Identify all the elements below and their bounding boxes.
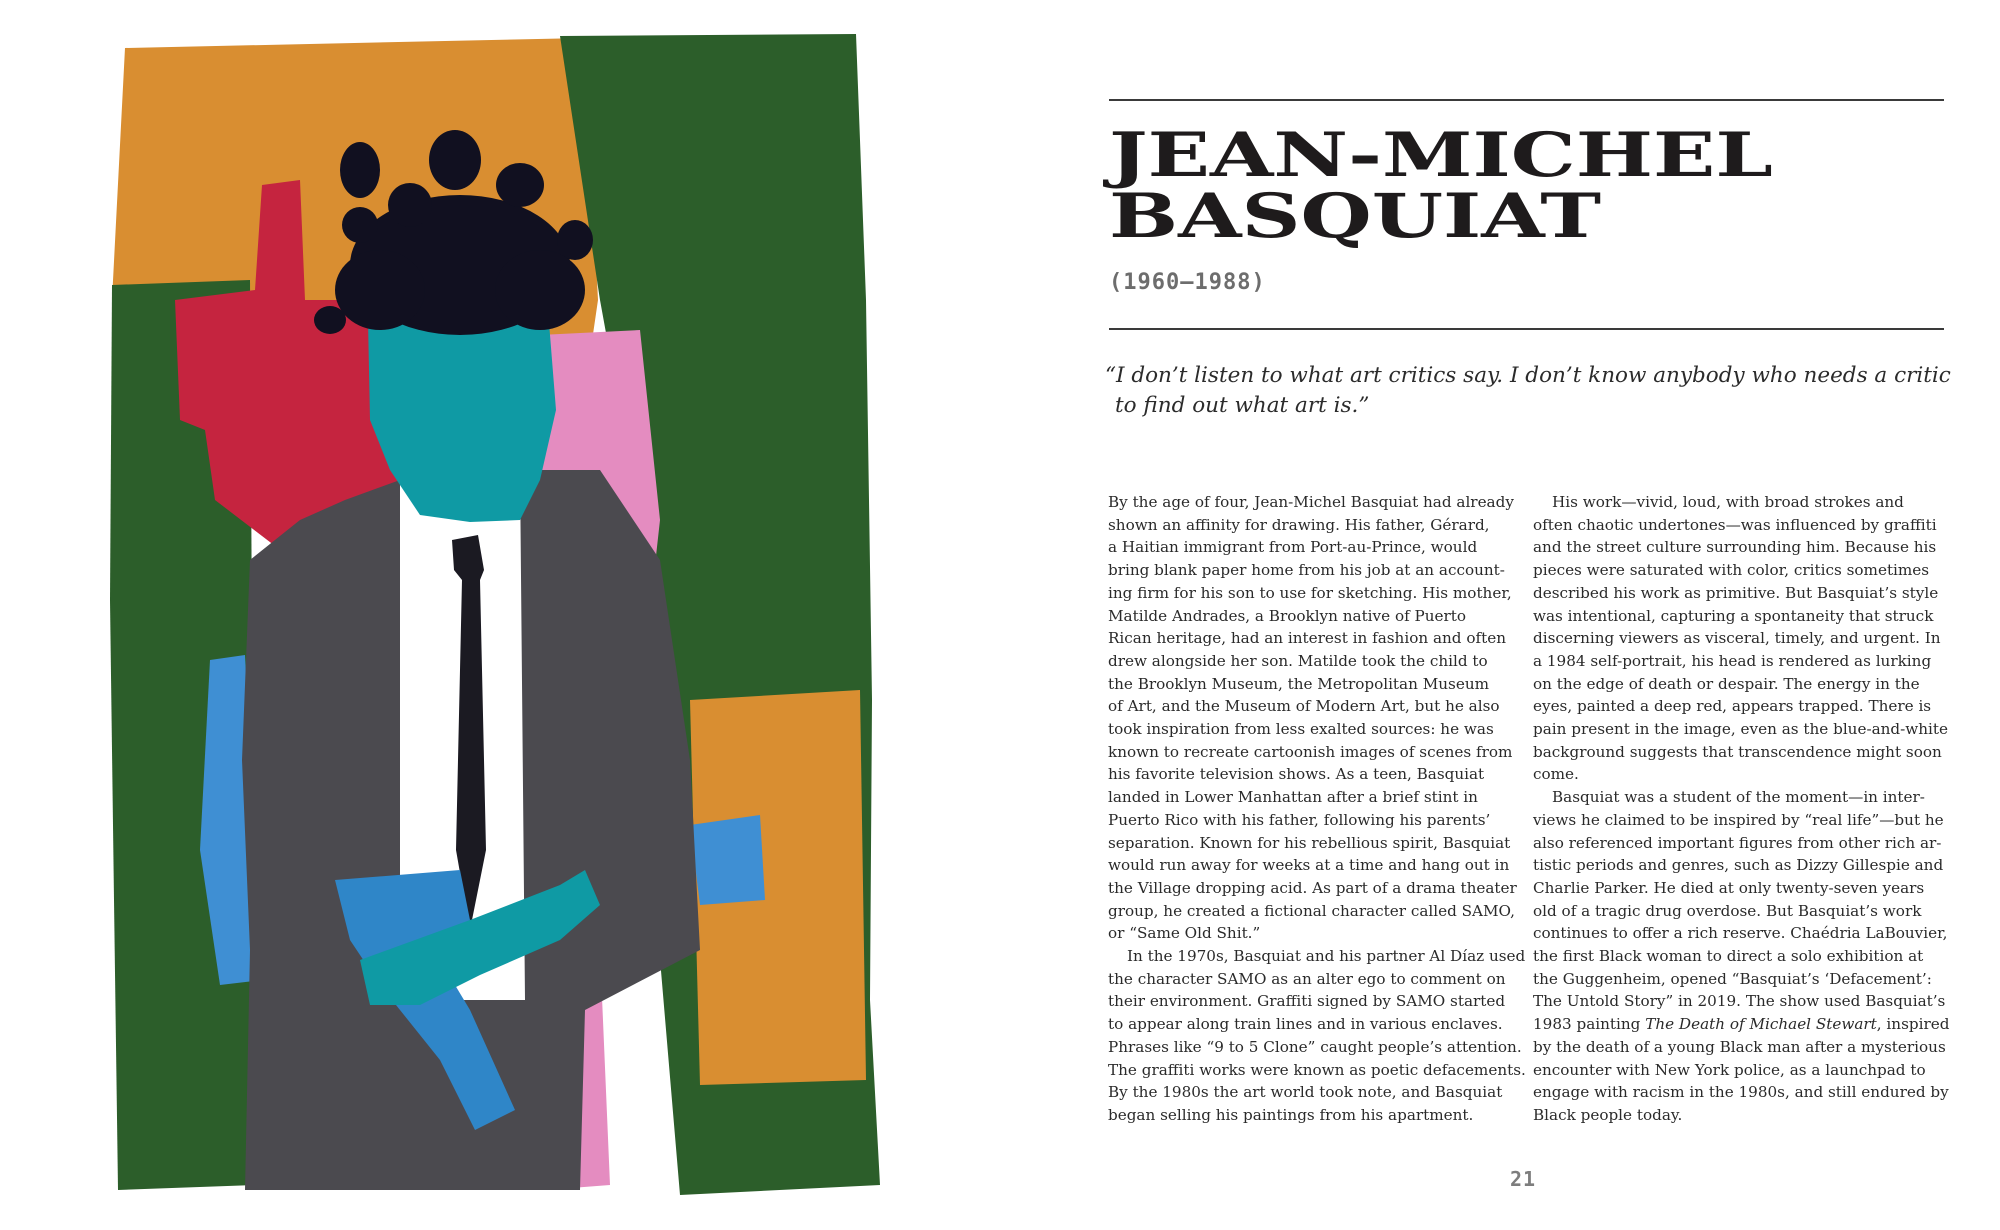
painting-title: The Death of Michael Stewart xyxy=(1645,1015,1877,1034)
text-line: also referenced important figures from other rich ar- xyxy=(1533,833,1942,852)
text-line: By the age of four, Jean-Michel Basquiat had already xyxy=(1108,493,1514,511)
text-line: Puerto Rico with his father, following his parents’ xyxy=(1108,810,1491,829)
text-line: tistic periods and genres, such as Dizzy Gillespie and xyxy=(1533,856,1944,875)
text-line: continues to offer a rich reserve. Chaédria LaBouvier, xyxy=(1533,924,1948,943)
text-line: took inspiration from less exalted sources: he was xyxy=(1108,720,1494,739)
text-line: their environment. Graffiti signed by SAMO started xyxy=(1108,992,1506,1011)
text-line: background suggests that transcendence might soon xyxy=(1533,742,1942,761)
text-line: The graffiti works were known as poetic defacements. xyxy=(1108,1060,1526,1079)
text-line: encounter with New York police, as a launchpad to xyxy=(1533,1060,1926,1079)
body-column-2 xyxy=(1533,491,1953,1127)
text-line: was intentional, capturing a spontaneity that struck xyxy=(1533,606,1934,625)
text-line: eyes, painted a deep red, appears trapped. There is xyxy=(1533,697,1932,716)
text-line: or “Same Old Shit.” xyxy=(1108,924,1261,943)
text-line: Rican heritage, had an interest in fashion and often xyxy=(1108,629,1506,648)
text-line: and the street culture surrounding him. Because his xyxy=(1533,538,1937,557)
text-line: pieces were saturated with color, critics sometimes xyxy=(1533,561,1930,580)
text-line: the Village dropping acid. As part of a drama theater xyxy=(1108,878,1517,897)
text-line: often chaotic undertones—was influenced by graffiti xyxy=(1533,515,1937,534)
text-line: his favorite television shows. As a teen, Basquiat xyxy=(1108,765,1485,784)
text-line: Phrases like “9 to 5 Clone” caught people’s attention. xyxy=(1108,1037,1522,1056)
text-line: Basquiat was a student of the moment—in inter- xyxy=(1552,788,1925,807)
text-line xyxy=(1533,1013,1953,1036)
text-line: a 1984 self-portrait, his head is rendered as lurking xyxy=(1533,651,1932,670)
text-line: known to recreate cartoonish images of scenes from xyxy=(1108,742,1513,761)
text-line: the character SAMO as an alter ego to comment on xyxy=(1108,969,1506,988)
text-line: shown an affinity for drawing. His father, Gérard, xyxy=(1108,515,1490,534)
text-line: group, he created a fictional character called SAMO, xyxy=(1108,901,1515,920)
text-line: bring blank paper home from his job at an account- xyxy=(1108,561,1505,580)
blue-right-stroke xyxy=(690,815,765,905)
quote-line-2: to find out what art is.” xyxy=(1115,393,1370,418)
text-line: His work—vivid, loud, with broad strokes and xyxy=(1552,493,1904,511)
text-segment: , inspired xyxy=(1876,1015,1950,1034)
text-line: Matilde Andrades, a Brooklyn native of Puerto xyxy=(1108,606,1467,625)
text-line: ing firm for his son to use for sketching. His mother, xyxy=(1108,583,1512,602)
text-line: The Untold Story” in 2019. The show used Basquiat’s xyxy=(1533,992,1946,1011)
text-line: described his work as primitive. But Basquiat’s style xyxy=(1533,583,1939,602)
text-line: old of a tragic drug overdose. But Basquiat’s work xyxy=(1533,901,1922,920)
text-line: drew alongside her son. Matilde took the child to xyxy=(1108,651,1488,670)
text-line: engage with racism in the 1980s, and still endured by xyxy=(1533,1083,1949,1102)
life-years: (1960–1988) xyxy=(1109,270,1266,295)
text-line: pain present in the image, even as the blue-and-white xyxy=(1533,720,1948,739)
text-line: a Haitian immigrant from Port-au-Prince, would xyxy=(1108,538,1478,557)
top-rule xyxy=(1109,99,1944,101)
text-line: began selling his paintings from his apartment. xyxy=(1108,1105,1474,1124)
page-number: 21 xyxy=(1509,1167,1537,1191)
text-line: By the 1980s the art world took note, and Basquiat xyxy=(1108,1083,1503,1102)
text-line: Black people today. xyxy=(1533,1105,1683,1124)
text-line: the first Black woman to direct a solo exhibition at xyxy=(1533,947,1924,966)
quote-line-1: “I don’t listen to what art critics say. I don’t know anybody who needs a critic xyxy=(1105,363,1951,388)
text-line: would run away for weeks at a time and hang out in xyxy=(1108,856,1510,875)
text-line: of Art, and the Museum of Modern Art, but he also xyxy=(1108,697,1500,716)
text-line: the Guggenheim, opened “Basquiat’s ‘Defacement’: xyxy=(1533,969,1932,988)
text-segment: 1983 painting xyxy=(1533,1015,1646,1034)
text-line: on the edge of death or despair. The energy in the xyxy=(1533,674,1920,693)
text-line: separation. Known for his rebellious spirit, Basquiat xyxy=(1108,833,1511,852)
title-line-1: JEAN-MICHEL xyxy=(1109,120,1773,191)
page-title xyxy=(1109,120,1773,252)
pull-quote xyxy=(1105,361,1951,421)
text-line: Charlie Parker. He died at only twenty-seven years xyxy=(1533,878,1925,897)
body-column-1 xyxy=(1108,491,1528,1127)
text-line: landed in Lower Manhattan after a brief stint in xyxy=(1108,788,1478,807)
text-line: to appear along train lines and in various enclaves. xyxy=(1108,1015,1503,1034)
title-line-2: BASQUIAT xyxy=(1109,181,1602,252)
text-line: views he claimed to be inspired by “real life”—but he xyxy=(1533,810,1944,829)
divider-rule xyxy=(1109,328,1944,330)
text-line: by the death of a young Black man after a mysterious xyxy=(1533,1037,1946,1056)
text-line: come. xyxy=(1533,765,1579,784)
text-line: In the 1970s, Basquiat and his partner Al Díaz used xyxy=(1127,947,1526,966)
text-line: discerning viewers as visceral, timely, and urgent. In xyxy=(1533,629,1941,648)
text-line: the Brooklyn Museum, the Metropolitan Museum xyxy=(1108,674,1490,693)
